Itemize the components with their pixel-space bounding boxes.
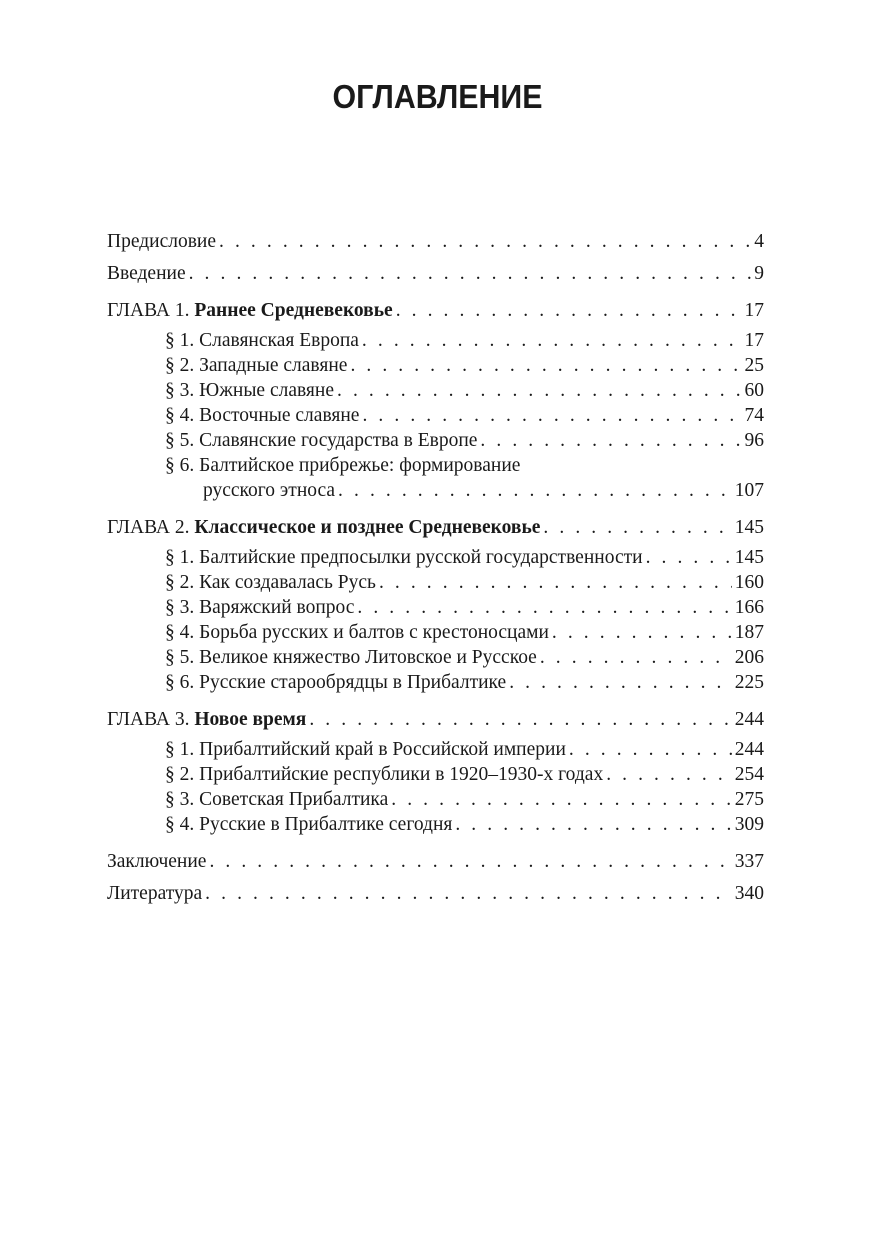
toc-entry-label	[107, 515, 540, 540]
toc-entry-section-first-line[interactable]	[107, 453, 764, 478]
chapter-title: Классическое и позднее Средневековье	[194, 517, 541, 538]
toc-entry-label	[107, 707, 306, 732]
toc-entry-page: 337	[734, 851, 764, 872]
dot-leader	[337, 378, 742, 403]
toc-entry-label: § 1. Прибалтийский край в Российской империи	[165, 739, 566, 760]
toc-entry-chapter-3[interactable]	[107, 707, 764, 732]
table-of-contents	[107, 229, 764, 906]
toc-entry-label: § 2. Прибалтийские республики в 1920–1930-х годах	[165, 764, 604, 785]
dot-leader	[509, 670, 732, 695]
toc-entry-page: 17	[744, 330, 764, 351]
toc-entry-page: 107	[734, 480, 764, 501]
toc-entry-label: § 6. Русские старообрядцы в Прибалтике	[165, 672, 507, 693]
toc-entry-label: § 1. Славянская Европа	[165, 330, 359, 351]
dot-leader	[309, 707, 731, 732]
chapter-title: Раннее Средневековье	[194, 300, 393, 321]
toc-entry-page: 340	[734, 883, 764, 904]
toc-entry-page: 225	[734, 672, 764, 693]
dot-leader	[552, 620, 732, 645]
toc-entry-label-continuation: русского этноса	[203, 480, 336, 501]
dot-leader	[379, 570, 732, 595]
dot-leader	[362, 403, 741, 428]
dot-leader	[540, 645, 732, 670]
toc-entry-label: § 4. Борьба русских и балтов с крестоносцами	[165, 622, 549, 643]
toc-entry-page: 96	[744, 430, 764, 451]
dot-leader	[357, 595, 731, 620]
toc-entry-conclusion[interactable]	[107, 849, 764, 874]
toc-entry-introduction[interactable]	[107, 261, 764, 286]
toc-entry-section[interactable]	[107, 570, 764, 595]
toc-entry-label: Предисловие	[107, 231, 217, 252]
toc-entry-page: 145	[734, 517, 764, 538]
toc-entry-section-continuation[interactable]	[107, 478, 764, 503]
toc-entry-page: 25	[744, 355, 764, 376]
toc-entry-label: § 2. Западные славяне	[165, 355, 348, 376]
toc-entry-chapter-1[interactable]	[107, 298, 764, 323]
dot-leader	[350, 353, 741, 378]
dot-leader	[209, 849, 731, 874]
dot-leader	[189, 261, 752, 286]
toc-entry-section[interactable]	[107, 328, 764, 353]
toc-entry-label: § 4. Русские в Прибалтике сегодня	[165, 814, 453, 835]
toc-entry-label: § 3. Варяжский вопрос	[165, 597, 355, 618]
toc-entry-section[interactable]	[107, 428, 764, 453]
toc-entry-page: 17	[744, 300, 764, 321]
toc-entry-page: 206	[734, 647, 764, 668]
toc-entry-preface[interactable]	[107, 229, 764, 254]
dot-leader	[455, 812, 731, 837]
toc-entry-section[interactable]	[107, 645, 764, 670]
dot-leader	[606, 762, 732, 787]
toc-entry-section[interactable]	[107, 670, 764, 695]
toc-entry-section[interactable]	[107, 378, 764, 403]
dot-leader	[391, 787, 731, 812]
toc-entry-label: § 2. Как создавалась Русь	[165, 572, 376, 593]
chapter-number: ГЛАВА 3.	[107, 709, 190, 730]
dot-leader	[543, 515, 731, 540]
toc-entry-page: 187	[734, 622, 764, 643]
toc-entry-label	[107, 298, 393, 323]
toc-entry-page: 4	[754, 231, 764, 252]
toc-entry-page: 60	[744, 380, 764, 401]
dot-leader	[219, 229, 751, 254]
toc-entry-page: 166	[734, 597, 764, 618]
toc-entry-label: Литература	[107, 883, 203, 904]
toc-entry-section[interactable]	[107, 403, 764, 428]
toc-entry-page: 275	[734, 789, 764, 810]
dot-leader	[569, 737, 732, 762]
chapter-number: ГЛАВА 1.	[107, 300, 190, 321]
toc-entry-label: § 3. Южные славяне	[165, 380, 334, 401]
toc-entry-bibliography[interactable]	[107, 881, 764, 906]
toc-entry-label: § 5. Великое княжество Литовское и Русское	[165, 647, 537, 668]
toc-entry-page: 74	[744, 405, 764, 426]
toc-entry-page: 244	[734, 709, 764, 730]
toc-entry-label: Заключение	[107, 851, 207, 872]
toc-entry-label: Введение	[107, 263, 186, 284]
toc-entry-label: § 6. Балтийское прибрежье: формирование	[165, 455, 521, 476]
toc-entry-section[interactable]	[107, 737, 764, 762]
toc-entry-label: § 4. Восточные славяне	[165, 405, 360, 426]
dot-leader	[338, 478, 732, 503]
toc-entry-label: § 5. Славянские государства в Европе	[165, 430, 478, 451]
toc-entry-page: 244	[734, 739, 764, 760]
toc-entry-section[interactable]	[107, 787, 764, 812]
toc-entry-section[interactable]	[107, 353, 764, 378]
toc-entry-section[interactable]	[107, 812, 764, 837]
dot-leader	[480, 428, 741, 453]
toc-entry-section[interactable]	[107, 762, 764, 787]
toc-entry-page: 309	[734, 814, 764, 835]
toc-entry-page: 9	[754, 263, 764, 284]
chapter-title: Новое время	[194, 709, 307, 730]
dot-leader	[396, 298, 742, 323]
page-title: ОГЛАВЛЕНИЕ	[332, 78, 543, 115]
toc-entry-page: 254	[734, 764, 764, 785]
toc-entry-page: 145	[734, 547, 764, 568]
chapter-number: ГЛАВА 2.	[107, 517, 190, 538]
dot-leader	[646, 545, 732, 570]
toc-entry-label: § 1. Балтийские предпосылки русской государственности	[165, 547, 643, 568]
toc-entry-label: § 3. Советская Прибалтика	[165, 789, 389, 810]
dot-leader	[362, 328, 742, 353]
dot-leader	[205, 881, 732, 906]
toc-entry-section[interactable]	[107, 620, 764, 645]
toc-entry-chapter-2[interactable]	[107, 515, 764, 540]
toc-entry-page: 160	[734, 572, 764, 593]
toc-entry-section[interactable]	[107, 545, 764, 570]
toc-entry-section[interactable]	[107, 595, 764, 620]
